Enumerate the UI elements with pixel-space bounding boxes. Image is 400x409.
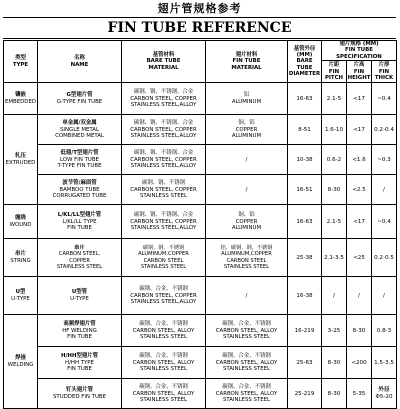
- fin-material-cell: 碳钢、合金、不锈钢 CARBON STEEL, ALLOY STAINLESS STEEL: [206, 347, 288, 379]
- table-row: [4, 145, 397, 175]
- fin-material-cell: 碳钢、合金、不锈钢 CARBON STEEL, ALLOY STAINLESS STEEL: [206, 379, 288, 409]
- reference-table: [3, 40, 397, 409]
- bare-material-cell: 碳钢、钢、不锈钢、合金 CARBON STEEL, COPPER STAINLESS STEEL,ALLOY: [122, 205, 206, 239]
- height-cell: <2.5: [347, 175, 372, 205]
- name-cell: 波节管/麻面管 BAMBOO TUBE CORRUGATED TUBE: [38, 175, 122, 205]
- title-chinese: 翅片管规格参考: [157, 2, 242, 15]
- pitch-cell: 8-30: [322, 347, 347, 379]
- height-cell: <25: [347, 239, 372, 277]
- name-cell: 串片 CARBON STEEL, COPPER STAINLESS STEEL: [38, 239, 122, 277]
- bare-material-cell: 碳钢、合金、不锈钢 CARBON STEEL, COPPER STAINLESS STEEL,ALLOY: [122, 277, 206, 315]
- thick-cell: 外径 Φ5-20: [372, 379, 397, 409]
- header-fin-tube-specification: 翅片规格 (MM) FIN TUBE SPECIFICATION: [322, 41, 397, 61]
- thick-cell: 0.2-0.4: [372, 115, 397, 145]
- table-row: [4, 115, 397, 145]
- height-cell: 8-30: [347, 315, 372, 347]
- height-cell: <17: [347, 205, 372, 239]
- name-cell: L/KL/LL型翅片管 L/KL/LL TYPE FIN TUBE: [38, 205, 122, 239]
- header-fin-tube-material: 翅片材料 FIN TUBE MATERIAL: [206, 41, 288, 83]
- pitch-cell: 2.1-5: [322, 205, 347, 239]
- type-cell-welding: 焊接 WELDING: [4, 315, 38, 409]
- pitch-cell: 2.1-5: [322, 83, 347, 115]
- bare-material-cell: 碳钢、钢、不锈钢、合金 CARBON STEEL, COPPER STAINLESS STEEL,ALLOY: [122, 145, 206, 175]
- pitch-cell: 2.1-3.5: [322, 239, 347, 277]
- name-cell: G型翅片管 G-TYPE FIN TUBE: [38, 83, 122, 115]
- thick-cell: 0.2-0.5: [372, 239, 397, 277]
- diameter-cell: 16-63: [288, 83, 322, 115]
- header-fin-pitch: 片距 FIN PITCH: [322, 61, 347, 83]
- fin-material-cell: 铝、碳钢、钢、不锈钢 ALUMINUM,COPPER CARBON STEEL STAINLESS STEEL: [206, 239, 288, 277]
- bare-material-cell: 碳钢、合金、不锈钢 CARBON STEEL, ALLOY STAINLESS STEEL: [122, 379, 206, 409]
- height-cell: <200: [347, 347, 372, 379]
- fin-material-cell: /: [206, 277, 288, 315]
- fin-material-cell: 铝 ALUMINUM: [206, 83, 288, 115]
- table-row: [4, 239, 397, 277]
- bare-material-cell: 碳钢、合金、不锈钢 CARBON STEEL, ALLOY STAINLESS STEEL: [122, 347, 206, 379]
- fin-material-cell: 铜、铝 COPPER ALUMINUM: [206, 115, 288, 145]
- pitch-cell: 0.6-2: [322, 145, 347, 175]
- type-cell-embedded: 镶嵌 EMBEDDED: [4, 83, 38, 115]
- thick-cell: 0.8-3: [372, 315, 397, 347]
- diameter-cell: 25-38: [288, 239, 322, 277]
- fin-material-cell: 碳钢、合金、不锈钢 CARBON STEEL, ALLOY STAINLESS STEEL: [206, 315, 288, 347]
- header-bare-tube-diameter: 基管外径 (MM) BARE TUBE DIAMETER: [288, 41, 322, 83]
- pitch-cell: 8-30: [322, 379, 347, 409]
- fin-material-cell: /: [206, 175, 288, 205]
- fin-tube-reference-sheet: [3, 2, 396, 406]
- table-row: [4, 205, 397, 239]
- name-cell: U型管 U-TYPE: [38, 277, 122, 315]
- bare-material-cell: 碳钢、合金、不锈钢 CARBON STEEL, ALLOY STAINLESS STEEL: [122, 315, 206, 347]
- table-row: [4, 347, 397, 379]
- diameter-cell: 16-38: [288, 277, 322, 315]
- name-cell: 低翅/T型翅片管 LOW FIN TUBE T-TYPE FIN TUBE: [38, 145, 122, 175]
- pitch-cell: 8-30: [322, 175, 347, 205]
- header-fin-height: 片高 FIN HEIGHT: [347, 62, 371, 81]
- type-cell-u-type: U型 U-TYPE: [4, 277, 38, 315]
- table-row: [4, 175, 397, 205]
- thick-cell: 1.5-3.5: [372, 347, 397, 379]
- height-cell: /: [347, 277, 372, 315]
- name-cell: 高频焊翅片管 HF WELDING FIN TUBE: [38, 315, 122, 347]
- header-name: 名称 NAME: [38, 41, 122, 83]
- diameter-cell: 25-219: [288, 379, 322, 409]
- diameter-cell: 10-38: [288, 145, 322, 175]
- height-cell: <17: [347, 115, 372, 145]
- thick-cell: /: [372, 175, 397, 205]
- diameter-cell: 16-51: [288, 175, 322, 205]
- header-type: 类型 TYPE: [4, 41, 38, 83]
- name-cell: 钉头翅片管 STUDDED FIN TUBE: [38, 379, 122, 409]
- title-english: FIN TUBE REFERENCE: [3, 17, 396, 39]
- name-cell: 单金属/双金属 SINGLE METAL COMBINED METAL: [38, 115, 122, 145]
- diameter-cell: 16-63: [288, 205, 322, 239]
- table-row: [4, 277, 397, 315]
- pitch-cell: 3-25: [322, 315, 347, 347]
- diameter-cell: 16-219: [288, 315, 322, 347]
- height-cell: <17: [347, 83, 372, 115]
- bare-material-cell: 碳钢、钢、不锈钢 CARBON STEEL, COPPER STAINLESS STEEL: [122, 175, 206, 205]
- table-row: [4, 315, 397, 347]
- bare-material-cell: 碳钢、钢、不锈钢、合金 CARBON STEEL, COPPER STAINLESS STEEL,ALLOY: [122, 83, 206, 115]
- type-cell-string: 串片 STRING: [4, 239, 38, 277]
- pitch-cell: 1.6-10: [322, 115, 347, 145]
- name-cell: H/HH型翅片管 H/HH TYPE FIN TUBE: [38, 347, 122, 379]
- pitch-cell: /: [322, 277, 347, 315]
- height-cell: <1.6: [347, 145, 372, 175]
- thick-cell: ~0.4: [372, 83, 397, 115]
- type-cell-extruded: 轧压 EXTRUDED: [4, 115, 38, 205]
- fin-material-cell: 铜、铝 COPPER ALUMINUM: [206, 205, 288, 239]
- height-cell: 5-35: [347, 379, 372, 409]
- thick-cell: ~0.3: [372, 145, 397, 175]
- fin-material-cell: /: [206, 145, 288, 175]
- type-cell-wound: 缠绕 WOUND: [4, 205, 38, 239]
- diameter-cell: 25-63: [288, 347, 322, 379]
- table-row: [4, 379, 397, 409]
- header-fin-thick: 片厚 FIN THICK: [372, 61, 397, 83]
- bare-material-cell: 碳钢、钢、不锈钢 ALUMINUM,COPPER CARBON STEEL STAINLESS STEEL: [122, 239, 206, 277]
- thick-cell: ~0.4: [372, 205, 397, 239]
- diameter-cell: 8-51: [288, 115, 322, 145]
- thick-cell: /: [372, 277, 397, 315]
- header-bare-tube-material: 基管材料 BARE TUBE MATERIAL: [122, 41, 206, 83]
- bare-material-cell: 碳钢、钢、不锈钢、合金 CARBON STEEL, COPPER STAINLESS STEEL,ALLOY: [122, 115, 206, 145]
- table-row: [4, 83, 397, 115]
